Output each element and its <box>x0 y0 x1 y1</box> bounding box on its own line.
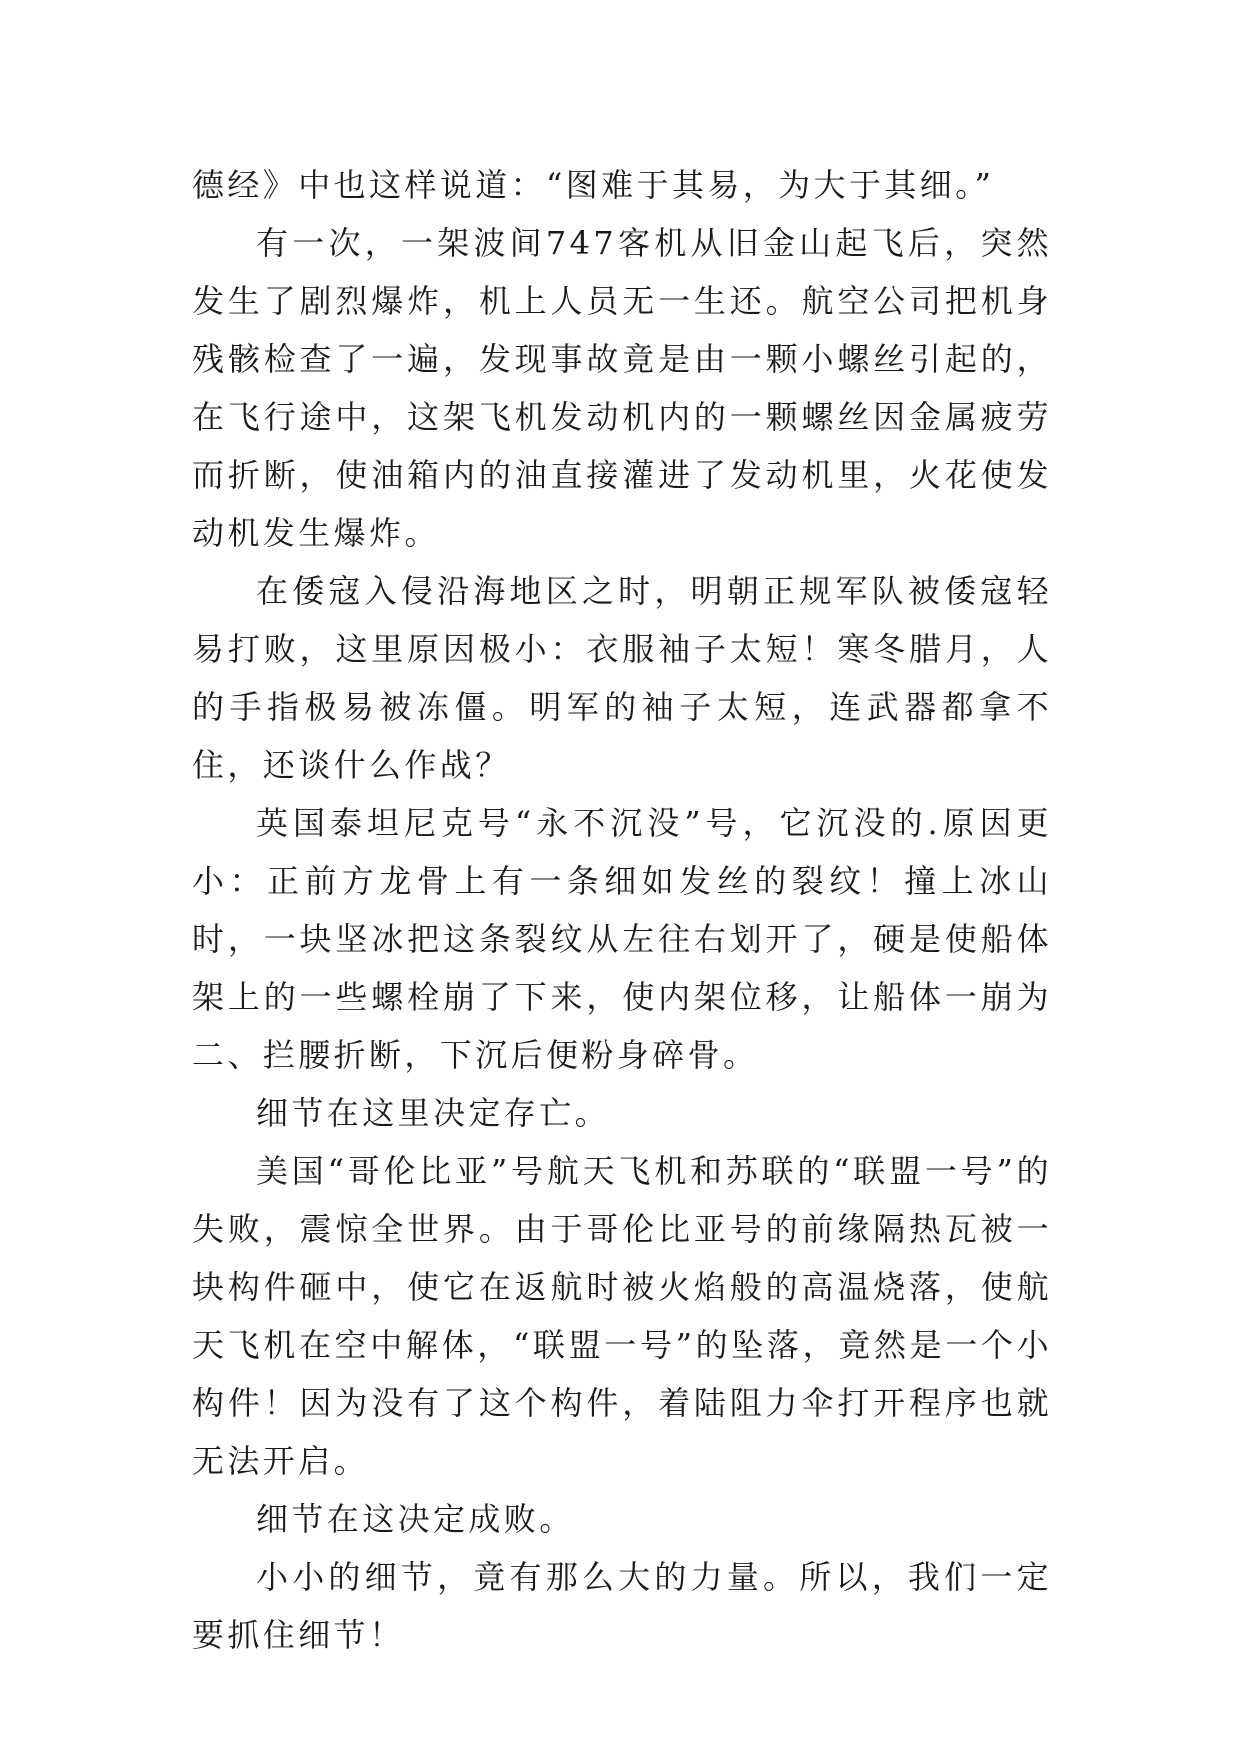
paragraph-success: 细节在这决定成败。 <box>256 1500 575 1538</box>
paragraph-columbia-soyuz: 美国“哥伦比亚”号航天飞机和苏联的“联盟一号”的失败，震惊全世界。由于哥伦比亚号的前缘隔热瓦被一块构件砸中，使它在返航时被火焰般的高温烧落，使航天飞机在空中解体，“联盟一号”的坠落，竟然是一个小构件！因为没有了这个构件，着陆阻力伞打开程序也就无法开启。 <box>192 1152 1052 1480</box>
paragraph-survival: 细节在这里决定存亡。 <box>256 1094 611 1132</box>
article-body <box>192 156 1052 1664</box>
paragraph-titanic: 英国泰坦尼克号“永不沉没”号，它沉没的.原因更小：正前方龙骨上有一条细如发丝的裂纹！撞上冰山时，一块坚冰把这条裂纹从左往右划开了，硬是使船体架上的一些螺栓崩了下来，使内架位移，让船体一崩为二、拦腰折断，下沉后便粉身碎骨。 <box>192 804 1052 1074</box>
paragraph-continuation: 德经》中也这样说道：“图难于其易，为大于其细。” <box>192 166 995 204</box>
paragraph-conclusion: 小小的细节，竟有那么大的力量。所以，我们一定要抓住细节！ <box>192 1558 1052 1654</box>
paragraph-ming-army: 在倭寇入侵沿海地区之时，明朝正规军队被倭寇轻易打败，这里原因极小：衣服袖子太短！寒冬腊月，人的手指极易被冻僵。明军的袖子太短，连武器都拿不住，还谈什么作战？ <box>192 572 1052 784</box>
paragraph-boeing-747: 有一次，一架波间747客机从旧金山起飞后，突然发生了剧烈爆炸，机上人员无一生还。航空公司把机身残骸检查了一遍，发现事故竟是由一颗小螺丝引起的，在飞行途中，这架飞机发动机内的一颗螺丝因金属疲劳而折断，使油箱内的油直接灌进了发动机里，火花使发动机发生爆炸。 <box>192 224 1052 552</box>
